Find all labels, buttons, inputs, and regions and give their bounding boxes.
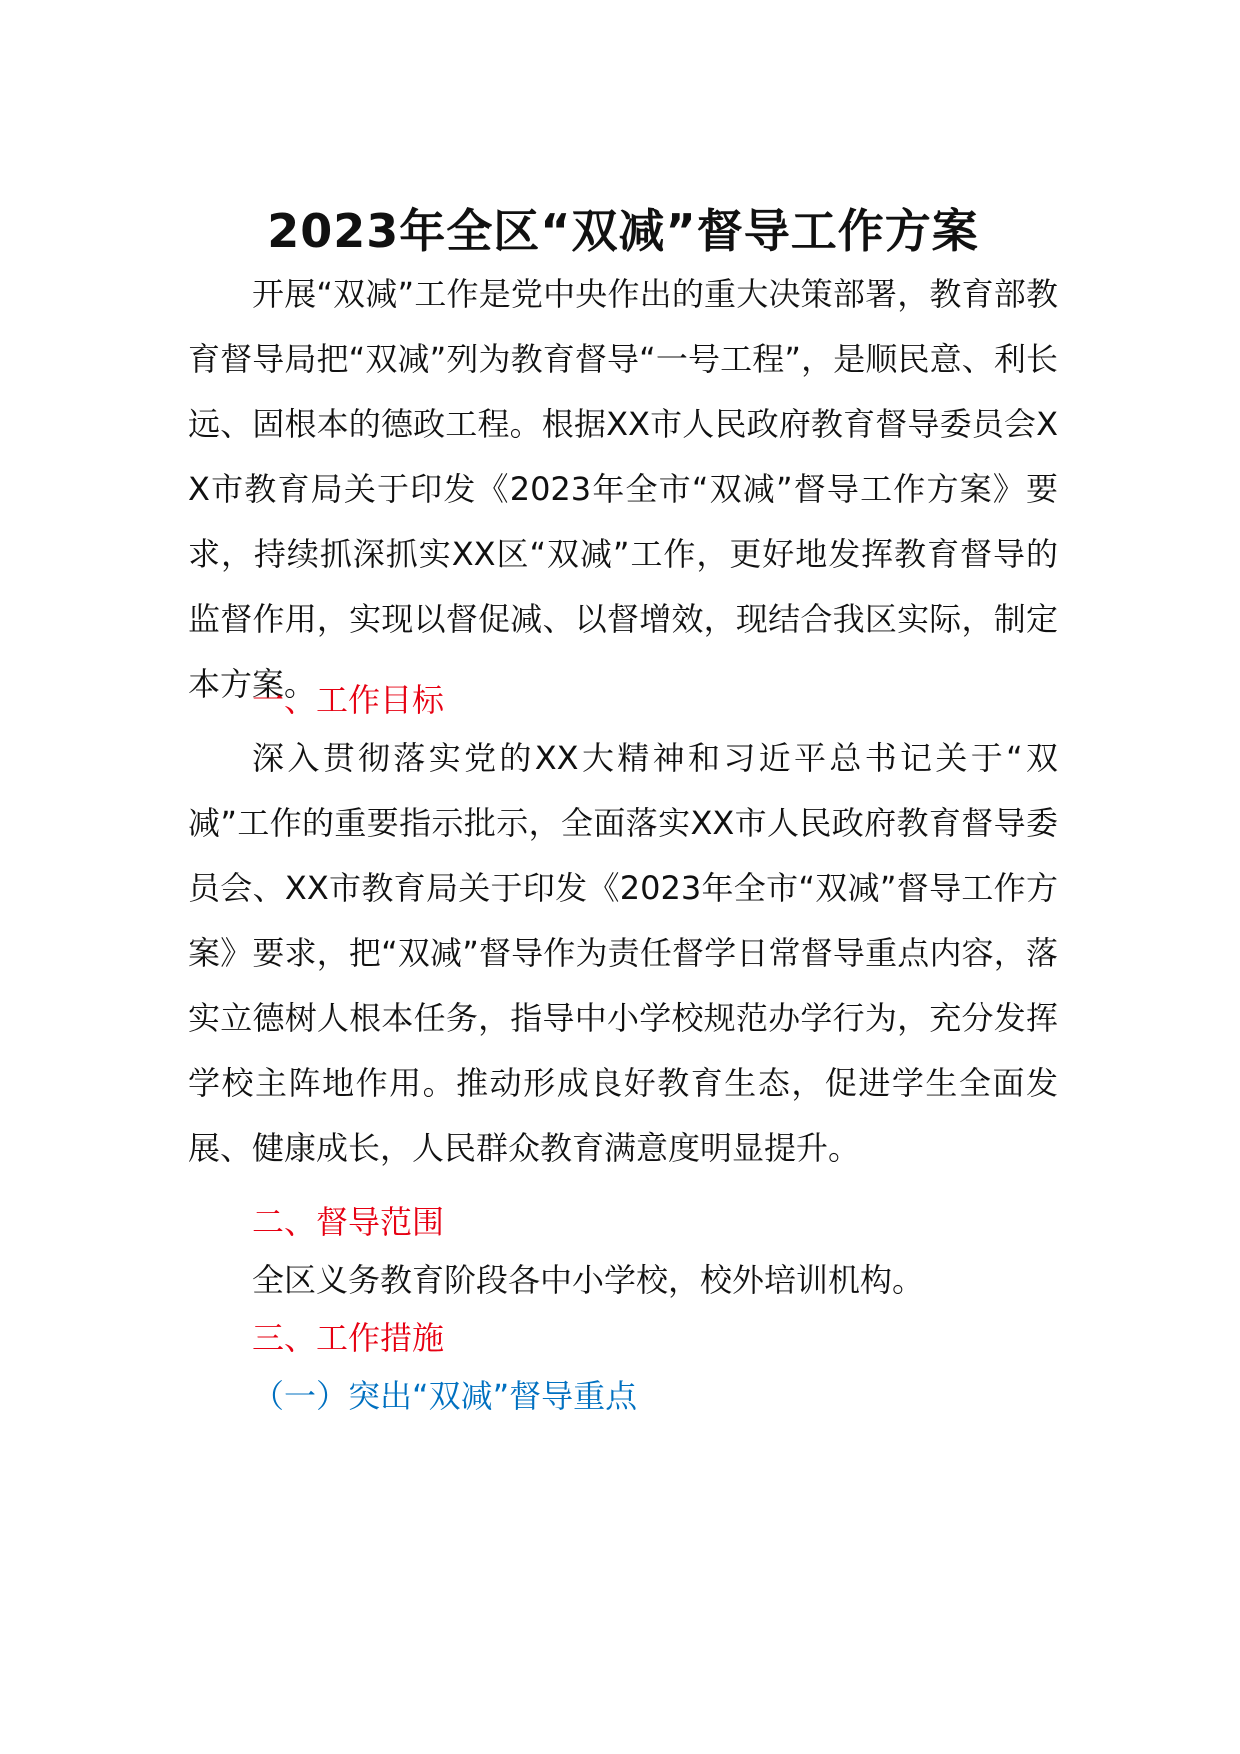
section-2-heading: 二、督导范围 <box>252 1203 445 1241</box>
section-2-paragraph: 全区义务教育阶段各中小学校，校外培训机构。 <box>252 1261 925 1299</box>
intro-paragraph: 开展“双减”工作是党中央作出的重大决策部署，教育部教育督导局把“双减”列为教育督导“一号工程”，是顺民意、利长远、固根本的德政工程。根据XX市人民政府教育督导委员会XX市教育局关于印发《2023年全市“双减”督导工作方案》要求，持续抓深抓实XX区“双减”工作，更好地发挥教育督导的监督作用，实现以督促减、以督增效，现结合我区实际，制定本方案。 <box>188 275 1058 703</box>
section-3-subheading-1: （一）突出“双减”督导重点 <box>252 1377 638 1415</box>
section-1-paragraph: 深入贯彻落实党的XX大精神和习近平总书记关于“双减”工作的重要指示批示，全面落实XX市人民政府教育督导委员会、XX市教育局关于印发《2023年全市“双减”督导工作方案》要求，把“双减”督导作为责任督学日常督导重点内容，落实立德树人根本任务，指导中小学校规范办学行为，充分发挥学校主阵地作用。推动形成良好教育生态，促进学生全面发展、健康成长，人民群众教育满意度明显提升。 <box>188 739 1058 1167</box>
section-3-heading: 三、工作措施 <box>252 1319 445 1357</box>
document-title: 2023年全区“双减”督导工作方案 <box>267 204 979 258</box>
section-1-heading: 一、工作目标 <box>252 681 445 719</box>
